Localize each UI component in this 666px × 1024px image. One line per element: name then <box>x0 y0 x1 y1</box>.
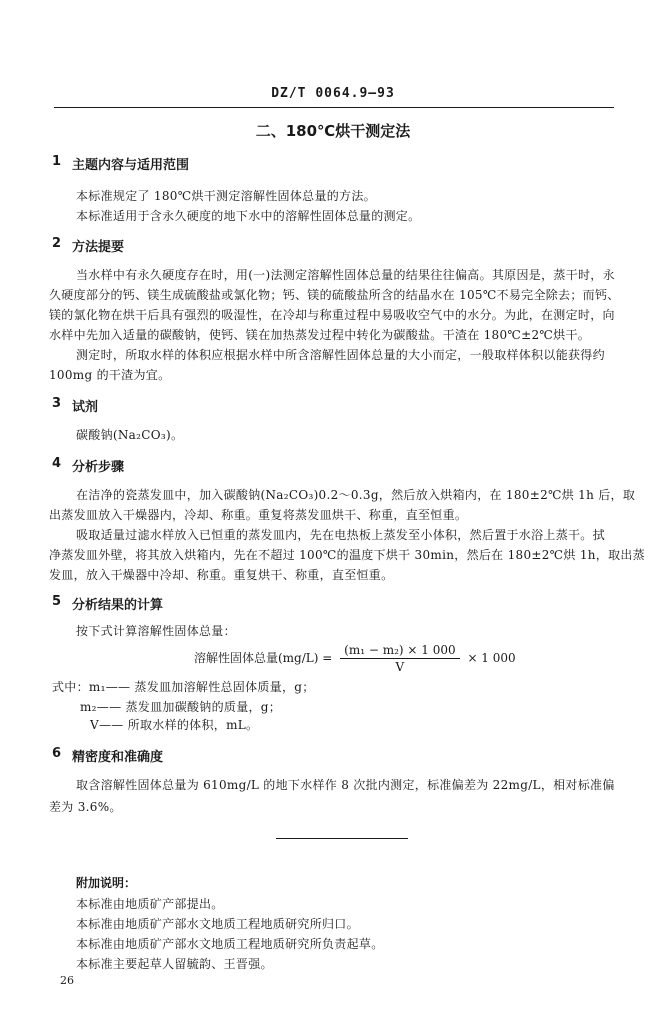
variable-definition: m₂—— 蒸发皿加碳酸钠的质量，g； <box>80 700 282 714</box>
paragraph-line: 当水样中有永久硬度存在时，用(一)法测定溶解性固体总量的结果往往偏高。其原因是，蒸干时，永 <box>76 268 615 282</box>
paragraph-line: 在洁净的瓷蒸发皿中，加入碳酸钠(Na₂CO₃)0.2～0.3g，然后放入烘箱内，在 180±2℃烘 1h 后，取 <box>76 488 636 502</box>
notes-line: 本标准由地质矿产部提出。 <box>76 897 224 911</box>
paragraph-line: 吸取适量过滤水样放入已恒重的蒸发皿内，先在电热板上蒸发至小体积，然后置于水浴上蒸干。拭 <box>76 528 605 542</box>
paragraph-line: 取含溶解性固体总量为 610mg/L 的地下水样作 8 次批内测定，标准偏差为 22mg/L，相对标准偏 <box>76 778 615 792</box>
page-number: 26 <box>60 974 74 987</box>
notes-line: 本标准主要起草人留毓韵、王晋强。 <box>76 957 273 971</box>
variable-definition: 式中：m₁—— 蒸发皿加溶解性总固体质量，g； <box>52 680 315 694</box>
formula-fraction <box>340 643 459 674</box>
section-1-title: 主题内容与适用范围 <box>72 158 190 173</box>
variable-definition: V—— 所取水样的体积，mL。 <box>90 718 259 732</box>
section-3-number: 3 <box>52 396 62 411</box>
paragraph-line: 本标准规定了 180℃烘干测定溶解性固体总量的方法。 <box>76 189 376 203</box>
section-6-title: 精密度和准确度 <box>72 750 164 765</box>
paragraph-line: 久硬度部分的钙、镁生成硫酸盐或氯化物；钙、镁的硫酸盐所含的结晶水在 105℃不易完全除去；而钙、 <box>49 288 620 302</box>
section-4-title: 分析步骤 <box>72 460 125 475</box>
paragraph-line: 本标准适用于含永久硬度的地下水中的溶解性固体总量的测定。 <box>76 209 421 223</box>
paragraph-line: 镁的氯化物在烘干后具有强烈的吸湿性，在冷却与称重过程中易吸收空气中的水分。为此，在测定时，向 <box>49 308 615 322</box>
paragraph-line: 100mg 的干渣为宜。 <box>49 368 171 382</box>
method-title: 二、180℃烘干测定法 <box>255 122 411 140</box>
notes-title: 附加说明： <box>76 876 137 890</box>
section-5-title: 分析结果的计算 <box>72 598 164 613</box>
formula-denominator: V <box>395 660 405 674</box>
paragraph-line: 净蒸发皿外壁，将其放入烘箱内，先在不超过 100℃的温度下烘干 30min，然后在 180±2℃烘 1h，取出蒸 <box>49 548 645 562</box>
paragraph-line: 碳酸钠(Na₂CO₃)。 <box>76 428 184 442</box>
paragraph-line: 发皿，放入干燥器中冷却、称重。重复烘干、称重，直至恒重。 <box>49 568 394 582</box>
paragraph-line: 按下式计算溶解性固体总量： <box>76 624 236 638</box>
formula-lhs: 溶解性固体总量(mg/L) = <box>194 651 333 665</box>
paragraph-line: 出蒸发皿放入干燥器内，冷却、称重。重复将蒸发皿烘干、称重，直至恒重。 <box>49 508 468 522</box>
section-5-number: 5 <box>52 594 62 609</box>
formula-rhs: × 1 000 <box>467 651 516 665</box>
standard-code: DZ/T 0064.9—93 <box>271 86 395 101</box>
paragraph-line: 测定时，所取水样的体积应根据水样中所含溶解性固体总量的大小而定，一般取样体积以能获得约 <box>76 348 605 362</box>
formula-numerator: (m₁ − m₂) × 1 000 <box>340 643 459 659</box>
section-3-title: 试剂 <box>72 400 99 415</box>
section-divider <box>276 838 408 839</box>
header-rule <box>54 107 614 108</box>
section-2-title: 方法提要 <box>72 240 125 255</box>
paragraph-line: 差为 3.6%。 <box>49 800 122 814</box>
section-1-number: 1 <box>52 154 62 169</box>
section-2-number: 2 <box>52 236 62 251</box>
notes-line: 本标准由地质矿产部水文地质工程地质研究所负责起草。 <box>76 937 384 951</box>
paragraph-line: 水样中先加入适量的碳酸钠，使钙、镁在加热蒸发过程中转化为碳酸盐。干渣在 180℃±2℃烘干。 <box>49 328 591 342</box>
notes-line: 本标准由地质矿产部水文地质工程地质研究所归口。 <box>76 917 359 931</box>
section-6-number: 6 <box>52 746 62 761</box>
calculation-formula <box>194 643 516 674</box>
section-4-number: 4 <box>52 456 62 471</box>
